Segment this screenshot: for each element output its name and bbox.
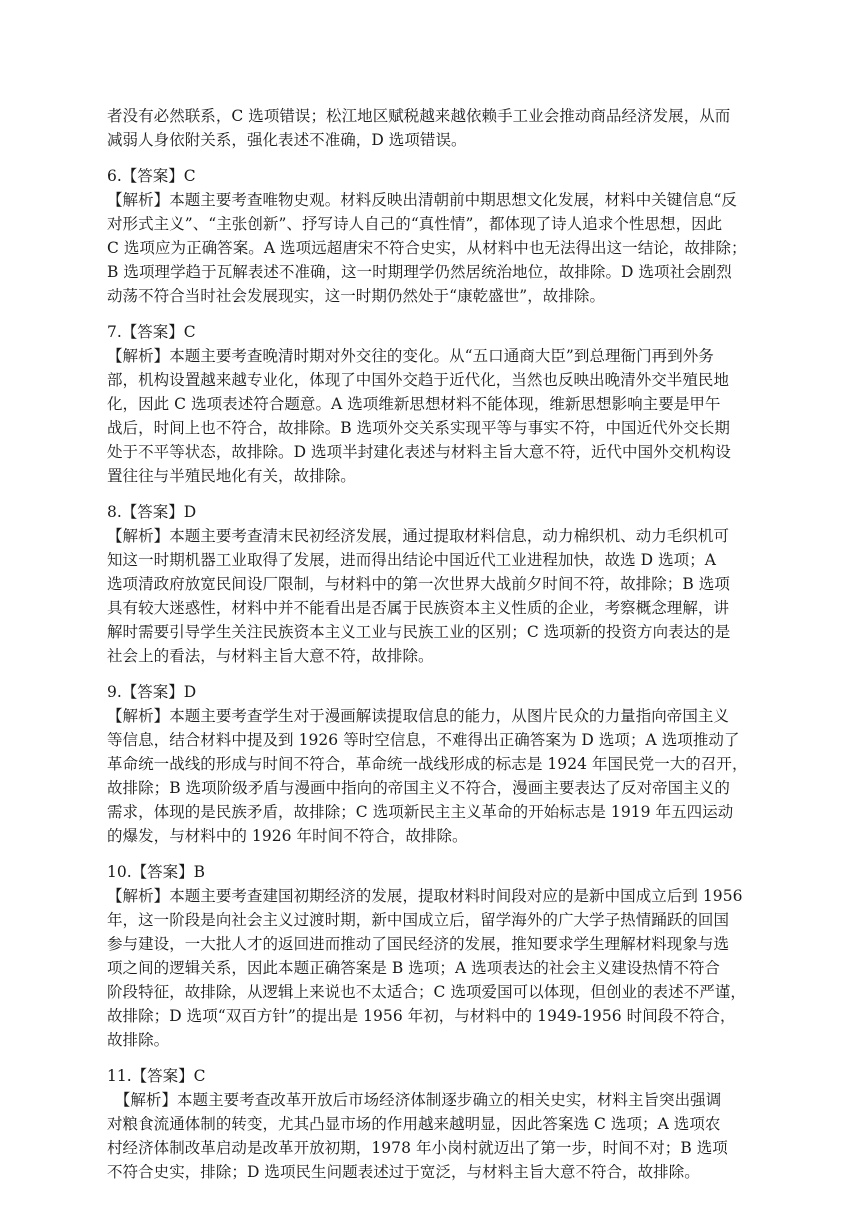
item-9	[107, 680, 771, 848]
paragraph-gap	[107, 1052, 771, 1064]
text-line: 故排除；D 选项“双百方针”的提出是 1956 年初，与材料中的 1949-1956 时间段不符合，	[107, 1007, 736, 1025]
text-line: 【解析】本题主要考查晚清时期对外交往的变化。从“五口通商大臣”到总理衙门再到外务	[107, 347, 714, 365]
text-line: 【解析】本题主要考查学生对于漫画解读提取信息的能力，从图片民众的力量指向帝国主义	[107, 707, 730, 725]
text-line: 具有较大迷惑性，材料中并不能看出是否属于民族资本主义性质的企业，考察概念理解，讲	[107, 599, 730, 617]
item-7	[107, 320, 771, 488]
text-line: 处于不平等状态，故排除。D 选项半封建化表述与材料主旨大意不符，近代中国外交机构设	[107, 443, 731, 461]
text-line: 【解析】本题主要考查建国初期经济的发展，提取材料时间段对应的是新中国成立后到 1956	[107, 887, 743, 905]
text-line: 故排除；B 选项阶级矛盾与漫画中指向的帝国主义不符合，漫画主要表达了反对帝国主义的	[107, 779, 730, 797]
text-line: 化，因此 C 选项表述符合题意。A 选项维新思想材料不能体现，维新思想影响主要是甲午	[107, 395, 721, 413]
paragraph-gap	[107, 152, 771, 164]
text-line: 阶段特征，故排除，从逻辑上来说也不太适合；C 选项爱国可以体现，但创业的表述不严谨，	[107, 983, 746, 1001]
text-line: 社会上的看法，与材料主旨大意不符，故排除。	[107, 647, 434, 665]
text-line: 解时需要引导学生关注民族资本主义工业与民族工业的区别；C 选项新的投资方向表达的是	[107, 623, 731, 641]
text-line: 者没有必然联系，C 选项错误；松江地区赋税越来越依赖手工业会推动商品经济发展，从而	[107, 107, 731, 125]
answer-heading: 7.【答案】C	[107, 323, 196, 341]
text-line: 选项清政府放宽民间设厂限制，与材料中的第一次世界大战前夕时间不符，故排除；B 选项	[107, 575, 730, 593]
document-page	[107, 104, 771, 1184]
item-5-tail	[107, 104, 771, 152]
text-line: C 选项应为正确答案。A 选项远超唐宋不符合史实，从材料中也无法得出这一结论，故排除；	[107, 239, 747, 257]
text-line: 不符合史实，排除；D 选项民生问题表述过于宽泛，与材料主旨大意不符合，故排除。	[107, 1163, 700, 1181]
text-line: 动荡不符合当时社会发展现实，这一时期仍然处于“康乾盛世”，故排除。	[107, 287, 606, 305]
text-line: 需求，体现的是民族矛盾，故排除；C 选项新民主主义革命的开始标志是 1919 年五四运动	[107, 803, 734, 821]
item-6	[107, 164, 771, 308]
text-line: 项之间的逻辑关系，因此本题正确答案是 B 选项；A 选项表达的社会主义建设热情不符合	[107, 959, 720, 977]
answer-heading: 11.【答案】C	[107, 1067, 206, 1085]
paragraph-gap	[107, 848, 771, 860]
text-line: 对粮食流通体制的转变，尤其凸显市场的作用越来越明显，因此答案选 C 选项；A 选项农	[107, 1115, 721, 1133]
text-line: 故排除。	[107, 1031, 170, 1049]
text-line: 村经济体制改革启动是改革开放初期，1978 年小岗村就迈出了第一步，时间不对；B 选项	[107, 1139, 728, 1157]
item-11	[107, 1064, 771, 1184]
text-line: 【解析】本题主要考查唯物史观。材料反映出清朝前中期思想文化发展，材料中关键信息“反	[107, 191, 737, 209]
text-line: 【解析】本题主要考查清末民初经济发展，通过提取材料信息，动力棉织机、动力毛织机可	[107, 527, 730, 545]
text-line: 置往往与半殖民地化有关，故排除。	[107, 467, 356, 485]
answer-heading: 9.【答案】D	[107, 683, 197, 701]
text-line: 部，机构设置越来越专业化，体现了中国外交趋于近代化，当然也反映出晚清外交半殖民地	[107, 371, 730, 389]
text-line: 【解析】本题主要考查改革开放后市场经济体制逐步确立的相关史实，材料主旨突出强调	[107, 1091, 722, 1109]
paragraph-gap	[107, 488, 771, 500]
item-8	[107, 500, 771, 668]
text-line: 革命统一战线的形成与时间不符合，革命统一战线形成的标志是 1924 年国民党一大的召开，	[107, 755, 748, 773]
text-line: 年，这一阶段是向社会主义过渡时期，新中国成立后，留学海外的广大学子热情踊跃的回国	[107, 911, 730, 929]
text-line: 减弱人身依附关系，强化表述不准确，D 选项错误。	[107, 131, 467, 149]
text-line: 参与建设，一大批人才的返回进而推动了国民经济的发展，推知要求学生理解材料现象与选	[107, 935, 730, 953]
paragraph-gap	[107, 308, 771, 320]
answer-heading: 10.【答案】B	[107, 863, 206, 881]
text-line: 知这一时期机器工业取得了发展，进而得出结论中国近代工业进程加快，故选 D 选项；A	[107, 551, 717, 569]
answer-heading: 8.【答案】D	[107, 503, 197, 521]
answer-heading: 6.【答案】C	[107, 167, 196, 185]
text-line: 的爆发，与材料中的 1926 年时间不符合，故排除。	[107, 827, 468, 845]
text-line: 战后，时间上也不符合，故排除。B 选项外交关系实现平等与事实不符，中国近代外交长期	[107, 419, 730, 437]
paragraph-gap	[107, 668, 771, 680]
item-10	[107, 860, 771, 1052]
text-line: 对形式主义”、“主张创新”、抒写诗人自己的“真性情”，都体现了诗人追求个性思想，因此	[107, 215, 723, 233]
text-line: 等信息，结合材料中提及到 1926 等时空信息，不难得出正确答案为 D 选项；A 选项推动了	[107, 731, 740, 749]
text-line: B 选项理学趋于瓦解表述不准确，这一时期理学仍然居统治地位，故排除。D 选项社会剧烈	[107, 263, 732, 281]
